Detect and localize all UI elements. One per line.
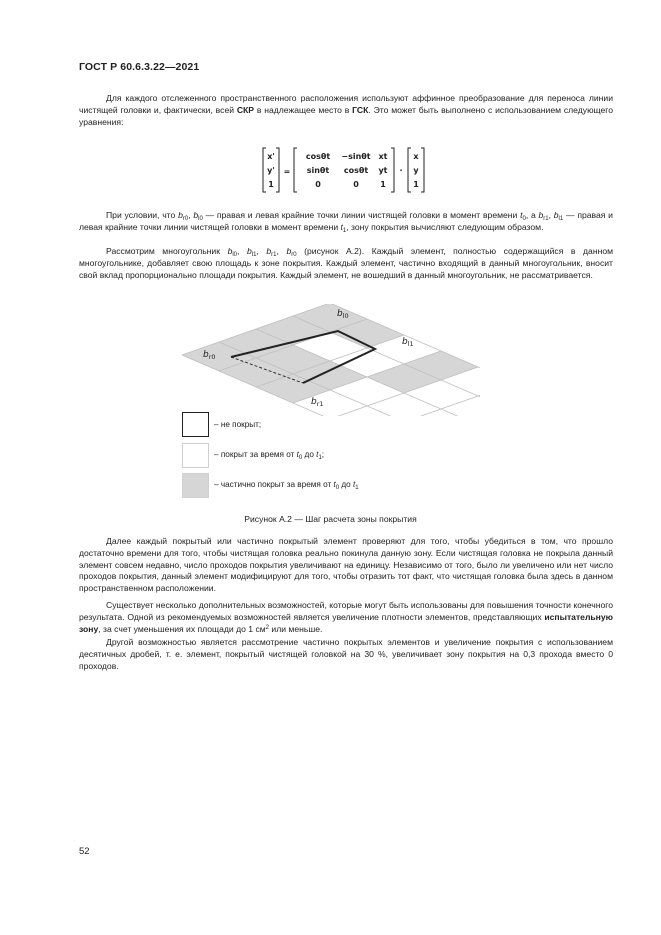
paragraph-affine-intro: Для каждого отслеженного пространственного расположения используют аффинное преобразование для переноса линии чистящей головки и, фактически, всей СКР в надлежащее место в ГСК. Это может быть выполнено с использованием следующего уравнения: (79, 93, 613, 127)
page-number: 52 (79, 846, 90, 857)
paragraph-accuracy: Существует несколько дополнительных возможностей, которые могут быть использованы для повышения точности конечного результата. Одной из рекомендуемых возможностей является увеличение плотности элементов, представляющих испытательную зону, за счет уменьшения их площади до 1 $см^2$ или меньше. (79, 600, 613, 634)
label-b-l0: $b_{l0}$ (337, 309, 349, 320)
paragraph-fractional: Другой возможностью является рассмотрение частично покрытых элементов и увеличение покрытия с использованием десятичных дробей, т. е. элемент, покрытый чистящей головкой на 30 %, увеличивает зону покрытия на 0,3 прохода вместо 0 проходов. (79, 637, 613, 671)
dot-operator: · (399, 166, 403, 175)
legend-swatch-not-covered (182, 412, 209, 437)
label-b-r1: $b_{r1}$ (311, 397, 324, 408)
legend-swatch-covered (182, 443, 209, 468)
m13: xt (378, 152, 388, 161)
coverage-figure (160, 304, 480, 416)
rhs-x: x (413, 152, 419, 161)
grid-line (404, 399, 480, 416)
m12: −sinθt (341, 152, 371, 161)
legend-label-not-covered: – не покрыт; (214, 420, 262, 429)
label-b-r0: $b_{r0}$ (203, 350, 216, 361)
m23: yt (378, 166, 388, 175)
lhs-y: y' (267, 166, 275, 175)
paragraph-polygon: Рассмотрим многоугольник $b_{l0}$, $b_{l1}$, $b_{r1}$, $b_{r0}$ (рисунок А.2). Каждый элемент, полностью содержащийся в данном многоугольнике, добавляет свою площадь к зоне покрытия. Каждый элемент, частично входящий в данный многоугольник, вносит свой вклад пропорционально площади покрытия. Каждый элемент, не вошедший в данный многоугольник, не рассматривается. (79, 246, 614, 280)
lhs-one: 1 (268, 180, 274, 189)
lhs-x: x' (267, 152, 275, 161)
grid-line (367, 383, 480, 416)
paragraph-conditions: При условии, что $b_{r0}$, $b_{l0}$ — правая и левая крайние точки линии чистящей головки в момент времени $t_0$, а $b_{r1}$, $b_{l1}$ — правая и левая крайние точки линии чистящей головки в момент времени $t_1$, зону покрытия вычисляют следующим образом. (79, 210, 613, 234)
equals-sign: = (283, 167, 291, 176)
legend-label-covered: – покрыт за время от $t_0$ до $t_1$; (214, 450, 325, 461)
legend-label-partial: – частично покрыт за время от $t_0$ до $t_1$ (214, 480, 359, 491)
m22: cosθt (343, 166, 369, 175)
figure-caption: Рисунок А.2 — Шаг расчета зоны покрытия (244, 514, 417, 524)
m21: sinθt (306, 166, 330, 175)
m31: 0 (315, 180, 321, 189)
paragraph-verification: Далее каждый покрытый или частично покрытый элемент проверяют для того, чтобы убедиться в том, что прошло достаточно времени для того, чтобы чистящая головка реально покинула данную зону. Если чистящая головка не покрыла данный элемент совсем недавно, число проходов покрытия увеличивают на единицу. Независимо от того, было ли увеличено или нет число проходов покрытия, данный элемент модифицируют для того, чтобы отразить тот факт, что чистящая головка была здесь в данном пространственном расположении. (79, 536, 613, 594)
legend-swatch-partial (182, 473, 209, 498)
rhs-y: y (413, 166, 419, 175)
m32: 0 (353, 180, 359, 189)
label-b-l1: $b_{l1}$ (402, 337, 414, 348)
affine-equation (261, 146, 441, 194)
m33: 1 (380, 180, 386, 189)
rhs-one: 1 (413, 180, 419, 189)
m11: cosθt (305, 152, 331, 161)
document-header: ГОСТ Р 60.6.3.22—2021 (79, 61, 200, 73)
